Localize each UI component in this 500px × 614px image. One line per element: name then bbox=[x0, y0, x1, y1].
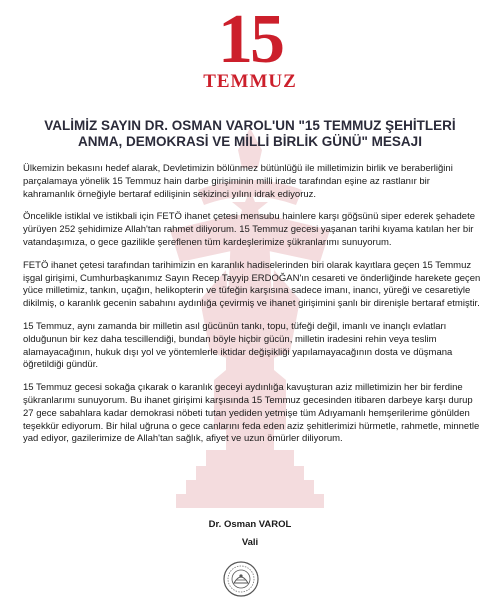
governorship-seal-icon bbox=[223, 561, 259, 597]
paragraph-3: FETÖ ihanet çetesi tarafından tarihimizin en karanlık hadiselerinden biri olarak kayıtlara geçen 15 Temmuz işgal girişimi, Cumhurbaşkanımız Sayın Recep Tayyip ERDOĞAN'ın cesareti ve önderliğinde harekete geçen yüce milletimiz, tankın, uçağın, helikopterin ve tüfeğin karşısına sadece imanı, inancı, yüreği ve cesaretiyle dikilmiş, o karanlık gecenin sabahını aydınlığa çevirmiş ve ihanet girişimini şanlı bir direnişle bertaraf etmiştir. bbox=[23, 259, 481, 310]
paragraph-1: Ülkemizin bekasını hedef alarak, Devletimizin bölünmez bütünlüğü ile milletimizin birlik ve beraberliğini parçalamaya yönelik 15 Temmuz hain darbe girişiminin milli irade tarafından eşine az rastlanır bir kahramanlık örneğiyle bertaraf edilişinin sekizinci yılını idrak ediyoruz. bbox=[23, 163, 453, 200]
page-title bbox=[40, 118, 460, 150]
paragraph-4: 15 Temmuz, aynı zamanda bir milletin asıl gücünün tankı, topu, tüfeği değil, imanlı ve inançlı evlatları olduğunun bir kez daha tescillendiği, bundan böyle hiçbir gücün, milletin iradesini rehin veya teslim alamayacağının, hukuk dışı yol ve yöntemlerle iktidar değişikliği yapılamayacağının dosta ve düşmana öğretildiği gündür. bbox=[23, 320, 453, 371]
message-body bbox=[23, 163, 483, 456]
logo-word: TEMMUZ bbox=[203, 71, 297, 92]
signature-name: Dr. Osman VAROL bbox=[208, 519, 292, 530]
title-line-2: ANMA, DEMOKRASİ VE MİLLİ BİRLİK GÜNÜ" MESAJI bbox=[78, 134, 422, 149]
title-line-1: VALİMİZ SAYIN DR. OSMAN VAROL'UN "15 TEMMUZ ŞEHİTLERİ bbox=[44, 118, 456, 133]
signature-role: Vali bbox=[241, 537, 259, 548]
logo-15-temmuz bbox=[0, 1, 500, 92]
paragraph-5: 15 Temmuz gecesi sokağa çıkarak o karanlık geceyi aydınlığa kavuşturan aziz milletimizin her bir ferdine şükranlarımı sunuyorum. Bu ihanet girişimi karşısında 15 Temmuz gecesinden itibaren darbeye karşı durup 27 gece sabahlara kadar demokrasi nöbeti tutan yediden yetmişe tüm Adıyamanlı hemşerilerime gönülden teşekkür ediyorum. Bir hilal uğruna o gece canlarını feda eden aziz şehitlerimizi hürmetle, rahmetle, minnetle yad ediyor, gazilerimize de Allah'tan sağlık, afiyet ve uzun ömürler diliyorum. bbox=[23, 382, 480, 445]
paragraph-2: Öncelikle istiklal ve istikbali için FETÖ ihanet çetesi mensubu hainlere karşı göğsünü siper ederek şehadete yürüyen 252 şehidimize Allah'tan rahmet diliyorum. 15 Temmuz gecesi yaşanan tarihi kıyama katılan her bir vatandaşımıza, o gece gazilikle şereflenen tüm kardeşlerimize şükranlarımı sunuyorum. bbox=[23, 211, 476, 248]
logo-number: 15 bbox=[218, 1, 282, 78]
